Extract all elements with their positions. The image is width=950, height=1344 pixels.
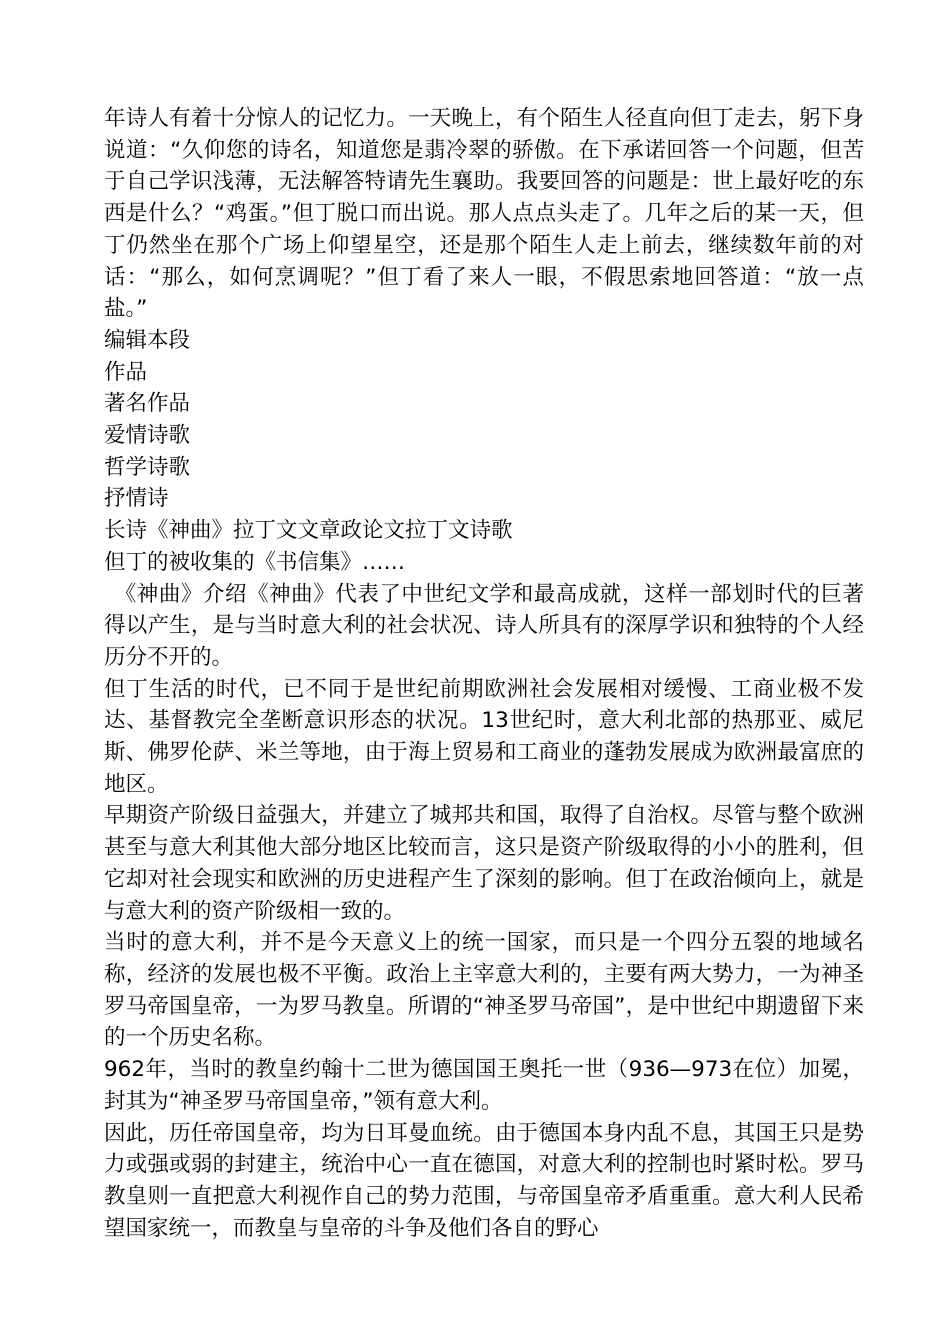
document-page <box>104 103 864 1244</box>
paragraph-divine-comedy-intro: 《神曲》介绍《神曲》代表了中世纪文学和最高成就，这样一部划时代的巨著得以产生，是与当时意大利的社会状况、诗人所具有的深厚学识和独特的个人经历分不开的。 <box>104 581 864 670</box>
paragraph-emperor-pope-conflict: 因此，历任帝国皇帝，均为日耳曼血统。由于德国本身内乱不息，其国王只是势力或强或弱的封建主，统治中心一直在德国，对意大利的控制也时紧时松。罗马教皇则一直把意大利视作自己的势力范围，与帝国皇帝矛盾重重。意大利人民希望国家统一，而教皇与皇帝的斗争及他们各自的野心 <box>104 1120 864 1241</box>
list-item-lyric-poetry: 抒情诗 <box>104 486 169 512</box>
paragraph-italy-politics: 当时的意大利，并不是今天意义上的统一国家，而只是一个四分五裂的地域名称，经济的发展也极不平衡。政治上主宰意大利的，主要有两大势力，一为神圣罗马帝国皇帝，一为罗马教皇。所谓的“神圣罗马帝国”，是中世纪中期遗留下来的一个历史名称。 <box>104 930 864 1051</box>
subheading-famous-works: 著名作品 <box>104 391 191 417</box>
paragraph-dante-memory-anecdote: 年诗人有着十分惊人的记忆力。一天晚上，有个陌生人径直向但丁走去，躬下身说道：“久仰您的诗名，知道您是翡冷翠的骄傲。在下承诺回答一个问题，但苦于自己学识浅薄，无法解答特请先生襄助。我要回答的问题是：世上最好吃的东西是什么？“鸡蛋。”但丁脱口而出说。那人点点头走了。几年之后的某一天，但丁仍然坐在那个广场上仰望星空，还是那个陌生人走上前去，继续数年前的对话：“那么，如何烹调呢？”但丁看了来人一眼，不假思索地回答道：“放一点盐。” <box>104 106 864 322</box>
list-item-love-poetry: 爱情诗歌 <box>104 423 191 449</box>
list-item-philosophical-poetry: 哲学诗歌 <box>104 454 191 480</box>
edit-section-link: 编辑本段 <box>104 327 191 353</box>
section-heading-works: 作品 <box>104 359 148 385</box>
list-item-letters: 但丁的被收集的《书信集》…… <box>104 549 406 575</box>
list-item-long-poems: 长诗《神曲》拉丁文文章政论文拉丁文诗歌 <box>104 518 513 544</box>
paragraph-era-background: 但丁生活的时代，已不同于是世纪前期欧洲社会发展相对缓慢、工商业极不发达、基督教完全垄断意识形态的状况。13世纪时，意大利北部的热那亚、威尼斯、佛罗伦萨、米兰等地，由于海上贸易和工商业的蓬勃发展成为欧洲最富庶的地区。 <box>104 676 864 797</box>
paragraph-962-coronation: 962年，当时的教皇约翰十二世为德国国王奥托一世（936—973在位）加冕，封其为“神圣罗马帝国皇帝，”领有意大利。 <box>104 1057 864 1114</box>
paragraph-bourgeoisie: 早期资产阶级日益强大，并建立了城邦共和国，取得了自治权。尽管与整个欧洲甚至与意大利其他大部分地区比较而言，这只是资产阶级取得的小小的胜利，但它却对社会现实和欧洲的历史进程产生了深刻的影响。但丁在政治倾向上，就是与意大利的资产阶级相一致的。 <box>104 803 864 924</box>
